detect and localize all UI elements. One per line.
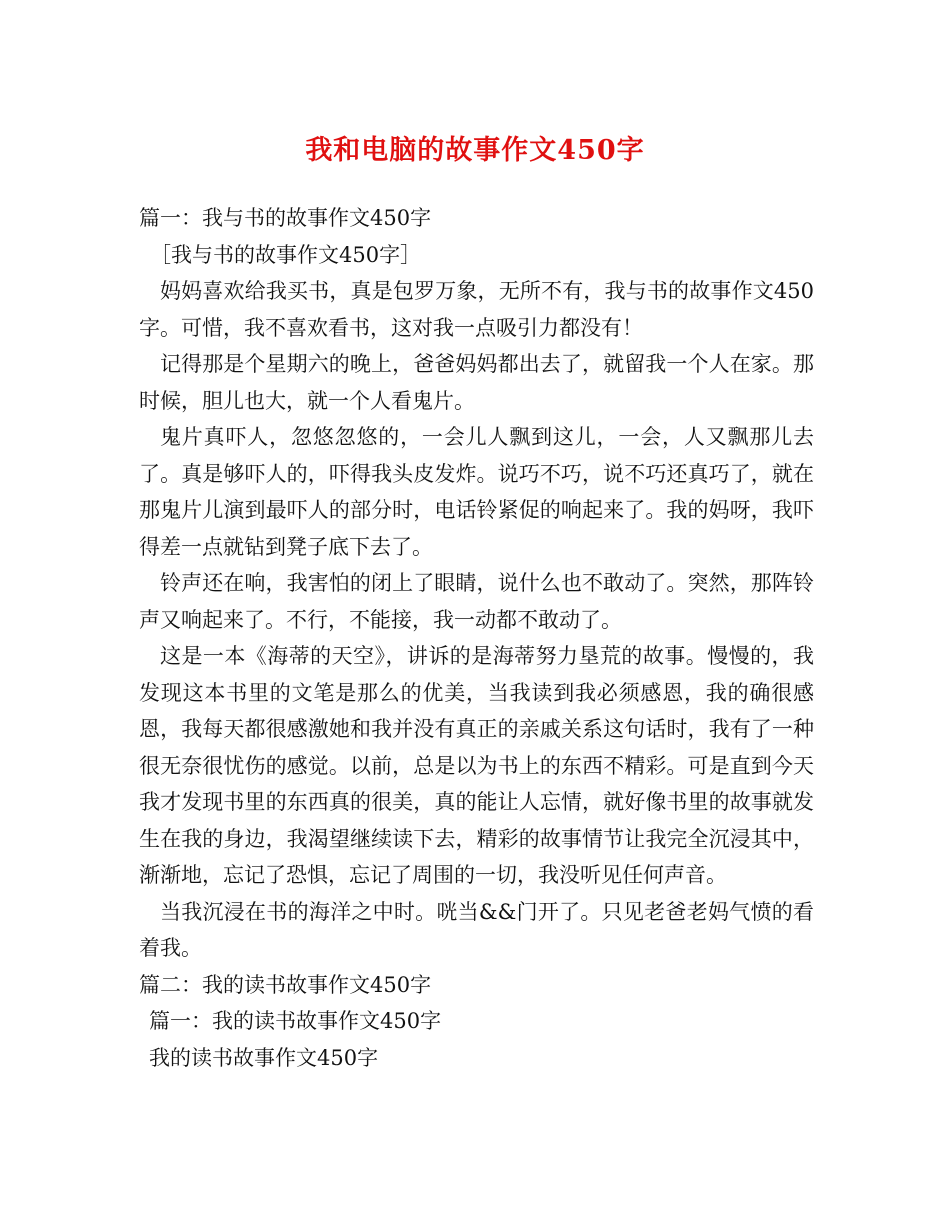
document-title: 我和电脑的故事作文450字 — [305, 135, 645, 166]
section-subheading-1: ［我与书的故事作文450字］ — [150, 242, 422, 267]
section-subheading-3: 我的读书故事作文450字 — [149, 1045, 379, 1070]
paragraph-1: 妈妈喜欢给我买书，真是包罗万象，无所不有，我与书的故事作文450字。可惜，我不喜欢看书，这对我一点吸引力都没有！ — [139, 279, 814, 340]
paragraph-4: 铃声还在响，我害怕的闭上了眼睛，说什么也不敢动了。突然，那阵铃声又响起来了。不行，不能接，我一动都不敢动了。 — [139, 571, 814, 632]
document-body — [139, 200, 814, 1076]
section-heading-1: 篇一：我与书的故事作文450字 — [139, 206, 432, 230]
paragraph-6: 当我沉浸在书的海洋之中时。咣当&&门开了。只见老爸老妈气愤的看着我。 — [139, 899, 814, 960]
section-subheading-2: 篇一：我的读书故事作文450字 — [149, 1009, 442, 1033]
paragraph-2: 记得那是个星期六的晚上，爸爸妈妈都出去了，就留我一个人在家。那时候，胆儿也大，就一个人看鬼片。 — [139, 352, 814, 413]
section-heading-2: 篇二：我的读书故事作文450字 — [139, 972, 432, 997]
paragraph-5: 这是一本《海蒂的天空》，讲诉的是海蒂努力垦荒的故事。慢慢的，我发现这本书里的文笔是那么的优美，当我读到我必须感恩，我的确很感恩，我每天都很感激她和我并没有真正的亲戚关系这句话时，我有了一种很无奈很忧伤的感觉。以前，总是以为书上的东西不精彩。可是直到今天我才发现书里的东西真的很美，真的能让人忘情，就好像书里的故事就发生在我的身边，我渴望继续读下去，精彩的故事情节让我完全沉浸其中，渐渐地，忘记了恐惧，忘记了周围的一切，我没听见任何声音。 — [139, 644, 814, 887]
paragraph-3: 鬼片真吓人，忽悠忽悠的，一会儿人飘到这儿，一会，人又飘那儿去了。真是够吓人的，吓得我头皮发炸。说巧不巧，说不巧还真巧了，就在那鬼片儿演到最吓人的部分时，电话铃紧促的响起来了。我的妈呀，我吓得差一点就钻到凳子底下去了。 — [139, 425, 814, 559]
